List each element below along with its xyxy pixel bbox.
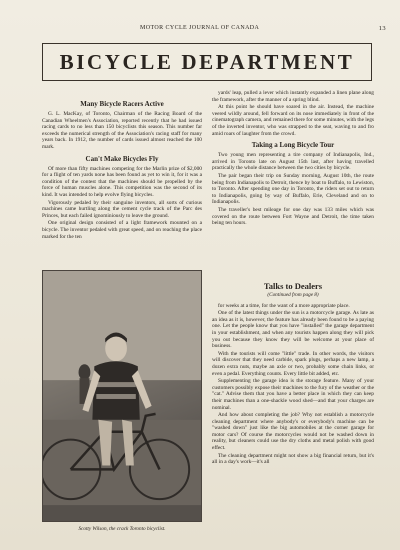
article-heading-racers: Many Bicycle Racers Active — [80, 100, 164, 108]
right-column-top — [212, 90, 374, 228]
department-banner — [42, 43, 372, 81]
article-paragraph: With the tourists will come "little" trade. In other words, the visitors will discover that they need carbide, spark plugs, perhaps a new lamp, a dozen extra nuts, maybe an axle or two, probably some chain links, or even a pedal. Everything counts. Every little bit added, etc. — [212, 350, 374, 377]
article-heading-tour: Taking a Long Bicycle Tour — [251, 141, 335, 150]
article-paragraph: Two young men representing a tire company of Indianapolis, Ind., arrived in Toronto late on August 15th last, after having travelled practically the whole distance between the two cities by bicycle. — [212, 152, 374, 172]
article-paragraph: Supplementing the garage idea is the storage feature. Many of your customers possibly expose their machines to the fury of the weather or the "cat." Advise them that you have a better place in which they can keep their machines than a one-shackle wood shed—and that your charges are nominal. — [212, 378, 374, 411]
article-paragraph: Vigorously pedaled by their sanguine inventors, all sorts of curious machines came hurtling along the cement cycle track of the Parc des Princes, but each failed ignominiously to leave the ground. — [42, 199, 202, 219]
article-paragraph: One original design consisted of a light framework mounted on a bicycle. The inventor pedaled with great speed, and on reaching the place marked for the ten — [42, 220, 202, 240]
article-heading-bicycles-fly: Can't Make Bicycles Fly — [85, 154, 159, 163]
left-column — [42, 96, 202, 241]
article-paragraph: The cleaning department might not show a big financial return, but it's all in a day's work—it's all — [212, 452, 374, 466]
article-paragraph: for weeks at a time, for the want of a more appropriate place. — [218, 302, 350, 309]
article-heading-dealers: Talks to Dealers — [263, 281, 323, 291]
article-paragraph: yards' leap, pulled a lever which instantly expanded a linen plane along the framework, after the manner of a spring blind. — [212, 90, 374, 103]
cyclist-illustration — [43, 271, 201, 521]
journal-title: MOTOR CYCLE JOURNAL OF CANADA — [140, 25, 260, 31]
cyclist-photo — [42, 270, 202, 522]
photo-caption: Scotty Wilson, the crack Toronto bicyclist. — [78, 526, 166, 532]
department-title: BICYCLE DEPARTMENT — [59, 49, 355, 74]
continued-note: (Continued from page 8) — [267, 292, 319, 298]
article-paragraph: At this point he should have soared in the air. Instead, the machine veered wildly around, fell forward on its nose immediately in front of the cinematograph camera, and remained there for some minutes, with the legs of the inverted inventor, who was strapped to the seat, waving to and fro amid roars of laughter from the crowd. — [212, 104, 374, 137]
article-paragraph: And how about completing the job? Why not establish a motorcycle cleaning department where anybody's or everybody's machine can be "washed down" just like the big automobiles at the corner garage for motor cars? Of course the motorcycles would not be washed down in reality, but cleaners could use the dry cloths and metal polish with good effect. — [212, 412, 374, 452]
article-paragraph: The pair began their trip on Sunday morning, August 10th, the route being from Indianapolis to Detroit, thence by boat to Buffalo, to Lewiston, to Toronto. After spending one day in Toronto, the riders set out to return to Indianapolis, going by way of Buffalo, Erie, Cleveland and on to Indianapolis. — [212, 172, 374, 206]
article-paragraph: G. L. MacKay, of Toronto, Chairman of the Racing Board of the Canadian Wheelmen's Association, reported recently that he had issued racing cards to no less than 150 bicyclists this season. This number far exceeds the numerical strength of the Association's racing staff for many years back. In 1912, the number of cards issued almost reached the 100 mark. — [42, 111, 202, 150]
page-number: 13 — [378, 25, 386, 32]
article-paragraph: One of the latest things under the sun is a motorcycle garage. As late as an idea as it is, however, the feature has already been found to be a paying one. Let the people know that you have "installed" the garage department in your establishment, and when any tourists happen along they will pick you out because they know they will be welcome at your place of business. — [212, 310, 374, 350]
right-column-bottom — [212, 275, 374, 467]
article-paragraph: The traveller's best mileage for one day was 133 miles which was covered on the route between Fort Wayne and Detroit, the time taken being ten hours. — [212, 206, 374, 227]
running-head — [40, 25, 386, 35]
article-paragraph: Of more than fifty machines competing for the Marlin prize of $2,000 for a flight of ten yards none has been found as yet to win it, for it was a condition of the contest that the machines should be propelled by the force of human muscles alone. This competition was the second of its kind. It was intended to help evolve flying bicycles. — [42, 165, 202, 198]
